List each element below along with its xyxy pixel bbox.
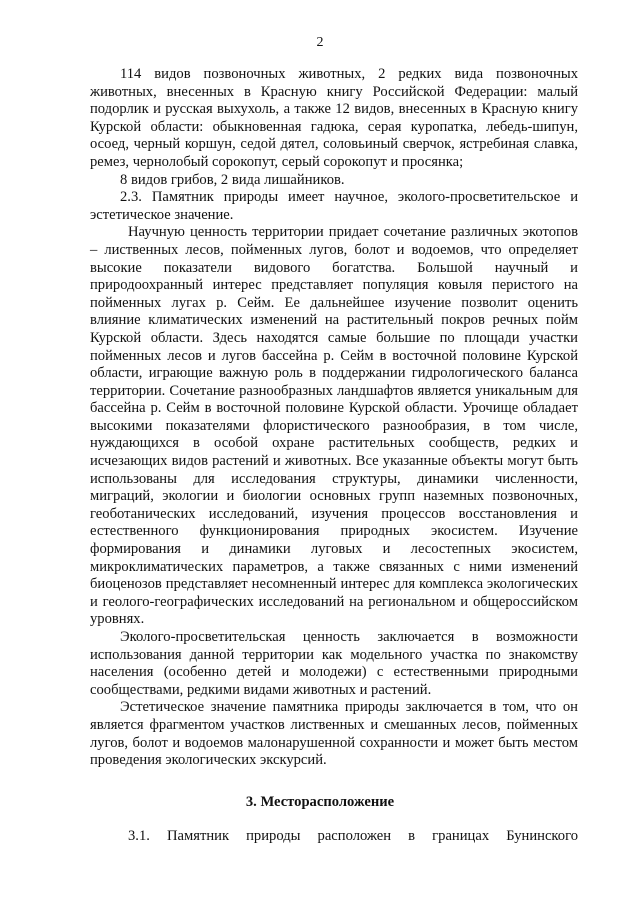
paragraph-scientific-value: Научную ценность территории придает сочетание различных экотопов – лиственных лесов, пойменных лугов, болот и водоемов, что определяет высокие показатели видового богатства. Большой научный и природоохранный интерес представляет популяция ковыля перистого на пойменных лугах р. Сейм. Ее дальнейшее изучение позволит оценить влияние климатических изменений на растительный покров речных пойм Курской области. Здесь находятся самые большие по площади участки пойменных лесов и лугов бассейна р. Сейм в восточной половине Курской области, играющие важную роль в поддержании гидрологического баланса территории. Сочетание разнообразных ландшафтов является уникальным для бассейна р. Сейм в восточной половине Курской области. Урочище обладает высокими показателями флористического разнообразия, в том числе, нуждающихся в особой охране растительных сообществ, редких и исчезающих видов растений и животных. Все указанные объекты могут быть использованы для исследования структуры, динамики численности, миграций, экологии и биологии основных групп наземных позвоночных, геоботанических исследований, изучения процессов восстановления и естественного функционирования природных экосистем. Изучение формирования и динамики луговых и лесостепных экосистем, микроклиматических параметров, а также связанных с ними изменений биоценозов представляет несомненный интерес для комплекса экологических и геолого-географических исследований на региональном и общероссийском уровнях.	[90, 224, 578, 628]
paragraph-educational-value: Эколого-просветительская ценность заключается в возможности использования данной территории как модельного участка по знакомству населения (особенно детей и молодежи) с естественными природными сообществами, редкими видами животных и растений.	[90, 629, 578, 698]
paragraph-aesthetic-value: Эстетическое значение памятника природы заключается в том, что он является фрагментом участков лиственных и смешанных лесов, пойменных лугов, болот и водоемов малонарушенной сохранности и может быть местом проведения экологических экскурсий.	[90, 699, 578, 769]
page-number: 2	[316, 35, 324, 50]
section-heading: 3. Месторасположение	[245, 794, 395, 810]
paragraph-location-start: 3.1. Памятник природы расположен в границах Бунинского	[128, 828, 578, 844]
paragraph-species-list: 114 видов позвоночных животных, 2 редких вида позвоночных животных, внесенных в Красную книгу Российской Федерации: малый подорлик и русская выхухоль, а также 12 видов, внесенных в Красную книгу Курской области: обыкновенная гадюка, серая куропатка, лебедь-шипун, осоед, черный коршун, седой дятел, соловьиный сверчок, ястребиная славка, ремез, чернолобый сорокопут, серый сорокопут и просянка;	[90, 66, 578, 170]
body-text	[90, 66, 578, 770]
paragraph-significance: 2.3. Памятник природы имеет научное, эколого-просветительское и эстетическое значение.	[90, 189, 578, 223]
paragraph-fungi: 8 видов грибов, 2 вида лишайников.	[120, 171, 345, 188]
